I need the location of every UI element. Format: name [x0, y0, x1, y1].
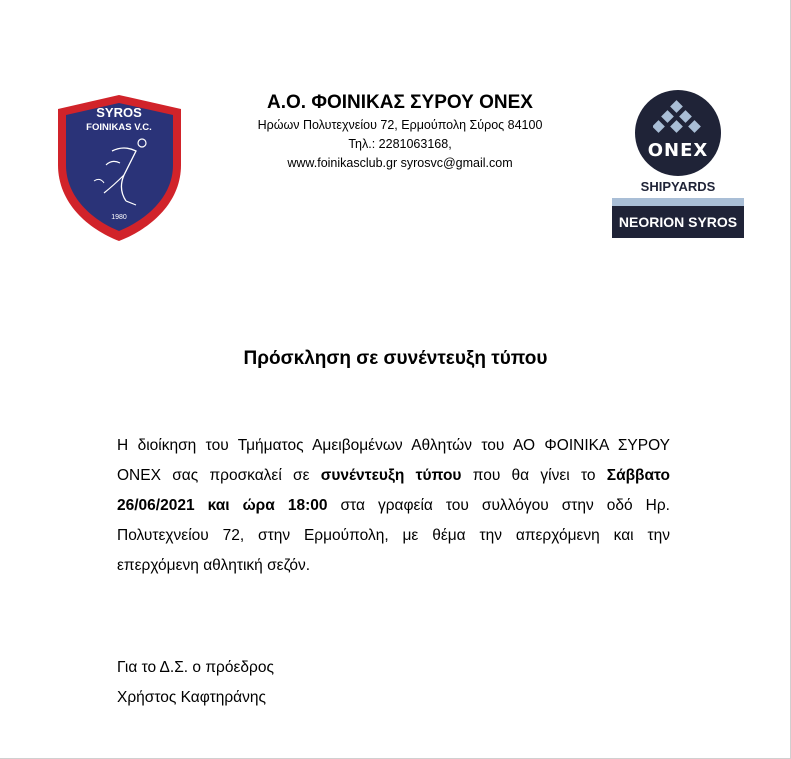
shipyards-text: SHIPYARDS [640, 179, 716, 194]
body-bold-press-conference: συνέντευξη τύπου [320, 467, 462, 484]
onex-emblem [635, 90, 721, 176]
foinikas-crest-logo [54, 93, 185, 243]
body-text-part-1: Η διοίκηση του Τμήματος Αμειβομένων Αθλητών του ΑΟ ΦΟΙΝΙΚΑ ΣΥΡΟΥ ΟΝΕΧ σας προσκαλεί σε [117, 437, 670, 484]
neorion-accent-band [612, 198, 744, 206]
letterhead [200, 90, 600, 173]
signature-role: Για το Δ.Σ. ο πρόεδρος [117, 659, 274, 676]
crest-text-foinikas: FOINIKAS V.C. [86, 122, 152, 133]
org-phone: Τηλ.: 2281063168, [348, 137, 452, 151]
onex-brand-text: ONEX [647, 140, 709, 161]
signature-name: Χρήστος Καφτηράνης [117, 689, 266, 706]
invitation-body [117, 431, 670, 581]
body-bold-date-time: Σάββατο 26/06/2021 και ώρα 18:00 [117, 467, 670, 514]
org-address: Ηρώων Πολυτεχνείου 72, Ερμούπολη Σύρος 84100 [257, 118, 543, 132]
signature-block [117, 653, 274, 713]
neorion-syros-text: NEORION SYROS [612, 206, 744, 238]
body-text-part-2: που θα γίνει το [461, 467, 607, 484]
org-web-email: www.foinikasclub.gr syrosvc@gmail.com [287, 156, 513, 170]
org-name: Α.Ο. ΦΟΙΝΙΚΑΣ ΣΥΡΟΥ ΟΝΕΧ [267, 92, 533, 113]
diamond-cluster-icon [653, 100, 703, 136]
crest-text-syros: SYROS [96, 105, 142, 120]
body-text-part-3: στα γραφεία του συλλόγου στην οδό Ηρ. Πολυτεχνείου 72, στην Ερμούπολη, με θέμα την απερχόμενη και την επερχόμενη αθλητική σεζόν. [117, 497, 670, 574]
crest-text-year: 1980 [111, 214, 127, 221]
onex-shipyards-logo [612, 90, 744, 238]
document-title: Πρόσκληση σε συνέντευξη τύπου [243, 348, 548, 369]
